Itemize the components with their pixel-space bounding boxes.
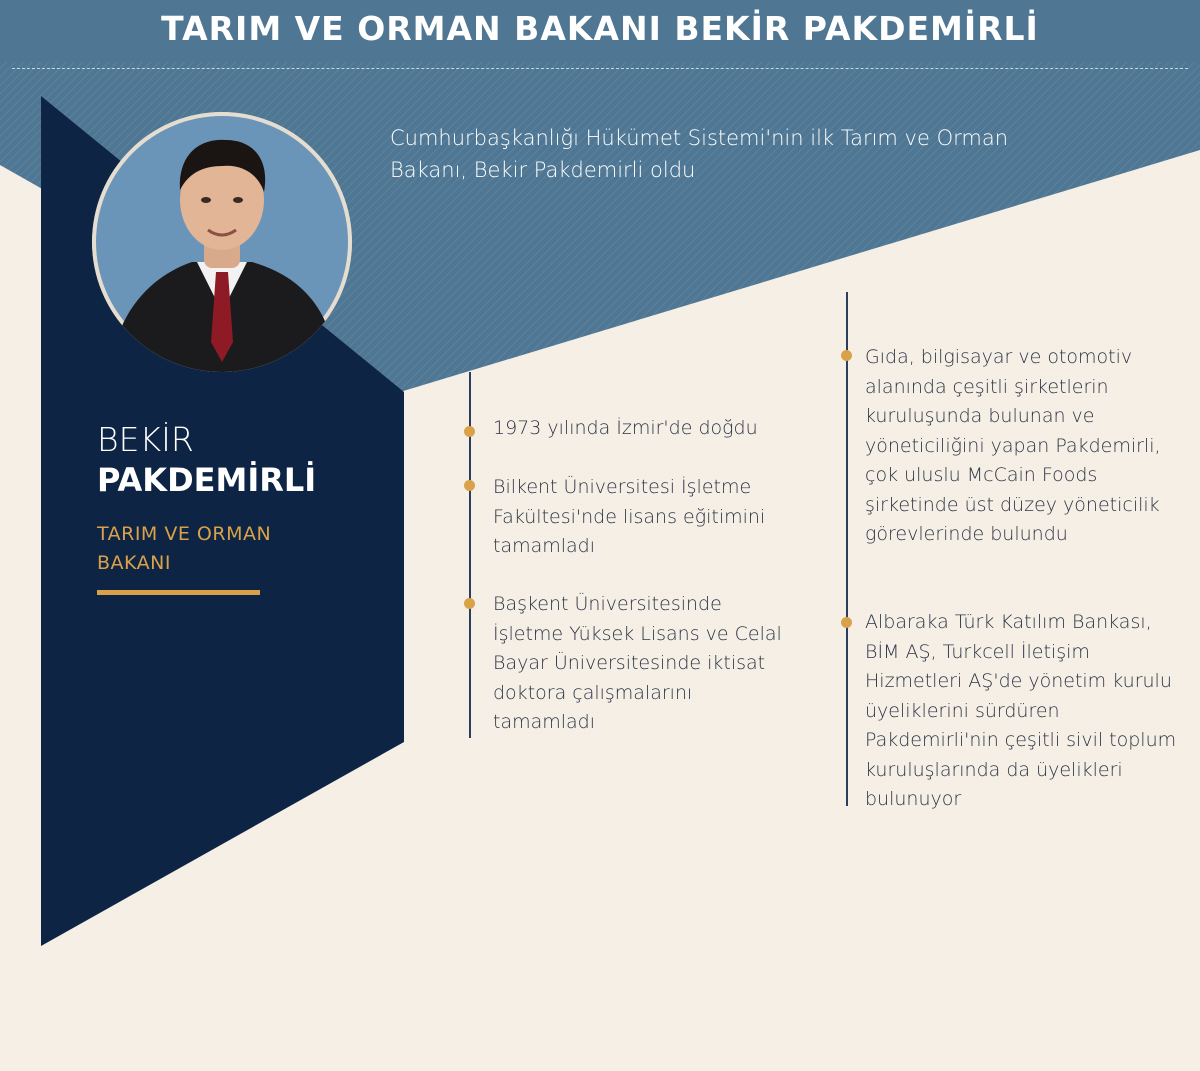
profile-first-name: BEKİR	[97, 420, 194, 459]
timeline-right-line	[846, 292, 848, 806]
timeline-bullet	[841, 617, 852, 628]
timeline-item: 1973 yılında İzmir'de doğdu	[493, 417, 758, 439]
timeline-bullet	[464, 426, 475, 437]
role-underline	[97, 590, 260, 595]
timeline-bullet	[464, 480, 475, 491]
timeline-item: Başkent Üniversitesinde İşletme Yüksek Lisans ve Celal Bayar Üniversitesinde iktisat doktora çalışmalarını tamamladı	[493, 593, 782, 733]
page-title: TARIM VE ORMAN BAKANI BEKİR PAKDEMİRLİ	[161, 9, 1039, 48]
timeline-bullet	[841, 350, 852, 361]
profile-last-name: PAKDEMİRLİ	[97, 461, 317, 499]
timeline-item: Albaraka Türk Katılım Bankası, BİM AŞ, Turkcell İletişim Hizmetleri AŞ'de yönetim kurulu üyeliklerini sürdüren Pakdemirli'nin çeşitli sivil toplum kuruluşlarında da üyelikleri bulunuyor	[865, 611, 1177, 810]
header-divider	[12, 68, 1188, 69]
timeline-item: Gıda, bilgisayar ve otomotiv alanında çeşitli şirketlerin kuruluşunda bulunan ve yöneticiliğini yapan Pakdemirli, çok uluslu McCain Foods şirketinde üst düzey yöneticilik görevlerinde bulundu	[865, 346, 1161, 545]
timeline-bullet	[464, 598, 475, 609]
timeline-item: Bilkent Üniversitesi İşletme Fakültesi'nde lisans eğitimini tamamladı	[493, 476, 766, 557]
person-portrait-icon	[92, 112, 352, 372]
intro-text: Cumhurbaşkanlığı Hükümet Sistemi'nin ilk Tarım ve Orman Bakanı, Bekir Pakdemirli oldu	[390, 126, 1009, 182]
portrait-photo	[92, 112, 352, 372]
profile-role: TARIM VE ORMAN BAKANI	[97, 523, 272, 574]
